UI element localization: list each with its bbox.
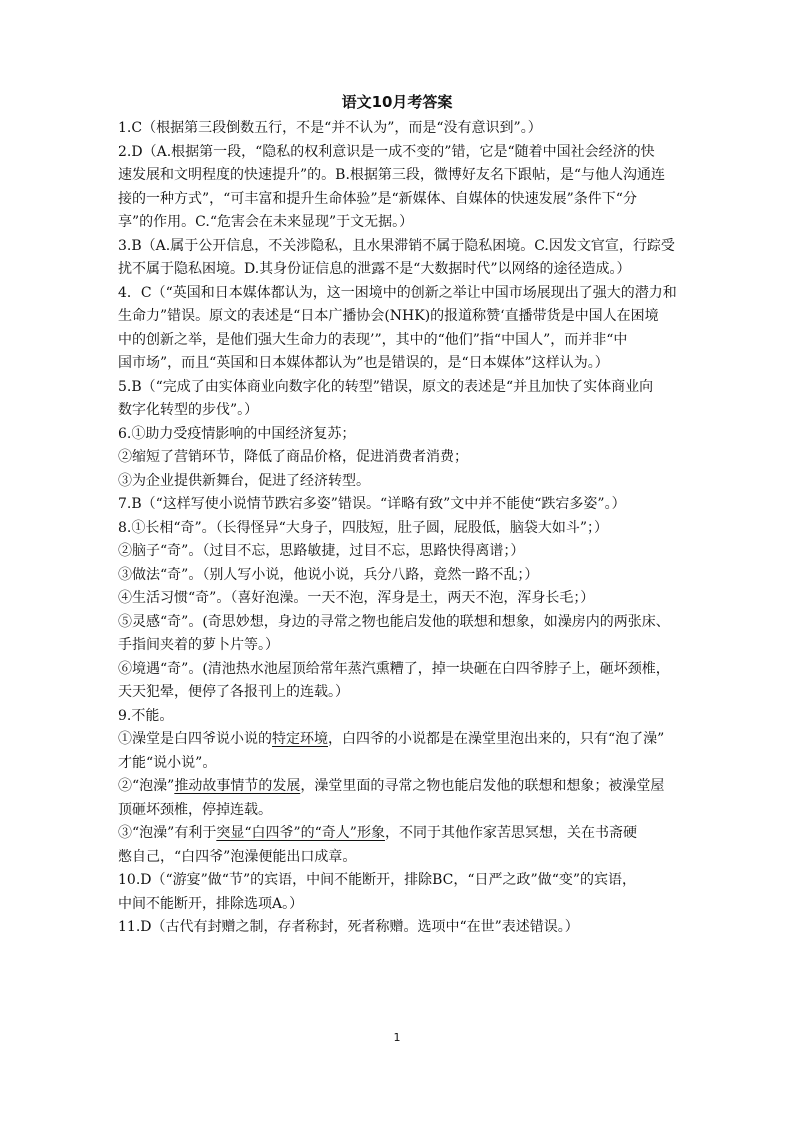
answer-content bbox=[118, 117, 678, 940]
underlined-key-phrase: 特定环境 bbox=[272, 731, 328, 747]
answer-line: 顶砸坏颈椎，停掉连载。 bbox=[118, 801, 272, 818]
answer-line: ⑥境遇“奇”。(清池热水池屋顶给常年蒸汽熏糟了，掉一块砸在白四爷脖子上，砸坏颈椎， bbox=[118, 660, 670, 677]
line-text-segment: ②“泡澡” bbox=[118, 778, 175, 794]
line-text-segment: ，澡堂里面的寻常之物也能启发他的联想和想象；被澡堂屋 bbox=[300, 778, 665, 794]
answer-line: ②脑子“奇”。（过目不忘，思路敏捷，过目不忘，思路快得离谱；） bbox=[118, 543, 525, 559]
answer-line: 享”的作用。C.“危害会在未来显现”于文无据。） bbox=[118, 214, 414, 230]
answer-line: ②缩短了营销环节，降低了商品价格，促进消费者消费； bbox=[118, 449, 468, 465]
answer-line: 中的创新之举，是他们强大生命力的表现’”，其中的“他们”指“中国人”，而并非“中 bbox=[118, 331, 628, 348]
answer-line bbox=[118, 775, 678, 799]
page-title: 语文10月考答案 bbox=[341, 93, 453, 111]
answer-line bbox=[118, 728, 678, 752]
answer-line: 国市场”，而且“英国和日本媒体都认为”也是错误的，是“日本媒体”这样认为。） bbox=[118, 355, 609, 371]
answer-line: ⑤灵感“奇”。(奇思妙想，身边的寻常之物也能启发他的联想和想象，如澡房内的两张床、 bbox=[118, 613, 670, 630]
line-text-segment: ①澡堂是白四爷说小说的 bbox=[118, 731, 272, 747]
line-text-segment: ，白四爷的小说都是在澡堂里泡出来的，只有“泡了澡” bbox=[328, 731, 665, 747]
answer-line: 生命力”错误。原文的表述是“日本广播协会(NHK)的报道称赞‘直播带货是中国人在困境 bbox=[118, 308, 659, 324]
answer-line: 手指间夹着的萝卜片等。） bbox=[118, 637, 279, 653]
answer-line: 3.B（A.属于公开信息，不关涉隐私，且水果滞销不属于隐私困境。C.因发文官宣，行踪受 bbox=[118, 237, 675, 254]
answer-line: 数字化转型的步伐”。） bbox=[118, 402, 259, 418]
answer-line: 7.B（“这样写使小说情节跌宕多姿”错误。“详略有致”文中并不能使“跌宕多姿”。） bbox=[118, 496, 626, 512]
line-text-segment: ，不同于其他作家苦思冥想，关在书斋硬 bbox=[384, 825, 637, 841]
answer-line: 4．C（“英国和日本媒体都认为，这一困境中的创新之举让中国市场展现出了强大的潜力和 bbox=[118, 284, 677, 301]
page-number: 1 bbox=[393, 1031, 401, 1044]
answer-line: 速发展和文明程度的快速提升”的。B.根据第三段，微博好友名下跟帖，是“与他人沟通连 bbox=[118, 167, 666, 183]
answer-line: 憋自己，“白四爷”泡澡便能出口成章。 bbox=[118, 848, 357, 865]
answer-line: 天天犯晕，便停了各报刊上的连载。） bbox=[118, 684, 349, 700]
answer-line: 中间不能断开，排除选项A。） bbox=[118, 895, 304, 912]
answer-line: 扰不属于隐私困境。D.其身份证信息的泄露不是“大数据时代”以网络的途径造成。） bbox=[118, 261, 631, 277]
underlined-key-phrase: 推动故事情节的发展 bbox=[174, 778, 301, 794]
answer-line: 5.B（“完成了由实体商业向数字化的转型”错误，原文的表述是“并且加快了实体商业向 bbox=[118, 378, 654, 395]
answer-line: ④生活习惯“奇”。（喜好泡澡。一天不泡，浑身是土，两天不泡，浑身长毛；） bbox=[118, 590, 595, 606]
answer-line: 11.D（古代有封赠之制，存者称封，死者称赠。选项中“在世”表述错误。） bbox=[118, 919, 579, 935]
answer-line: ③做法“奇”。（别人写小说，他说小说，兵分八路，竟然一路不乱；） bbox=[118, 566, 539, 583]
answer-line: 9.不能。 bbox=[118, 707, 174, 724]
answer-line: ③为企业提供新舞台，促进了经济转型。 bbox=[118, 472, 370, 489]
answer-line: 6.①助力受疫情影响的中国经济复苏； bbox=[118, 425, 356, 442]
answer-line: 接的一种方式”，“可丰富和提升生命体验”是“新媒体、自媒体的快速发展”条件下“分 bbox=[118, 190, 637, 207]
underlined-key-phrase: 突显“白四爷”的“奇人”形象 bbox=[216, 825, 385, 841]
answer-line: 1.C（根据第三段倒数五行，不是“并不认为”，而是“没有意识到”。） bbox=[118, 120, 542, 136]
answer-line bbox=[118, 822, 678, 846]
answer-line: 2.D（A.根据第一段，“隐私的权利意识是一成不变的”错，它是“随着中国社会经济的快 bbox=[118, 143, 655, 160]
answer-line: 10.D（“游宴”做“节”的宾语，中间不能断开，排除BC，“日严之政”做“变”的宾语， bbox=[118, 872, 637, 888]
answer-line: 才能“说小说”。 bbox=[118, 754, 217, 771]
line-text-segment: ③“泡澡”有利于 bbox=[118, 825, 217, 841]
answer-line: 8.①长相“奇”。（长得怪异“大身子，四肢短，肚子圆，屁股低，脑袋大如斗”；） bbox=[118, 519, 608, 536]
